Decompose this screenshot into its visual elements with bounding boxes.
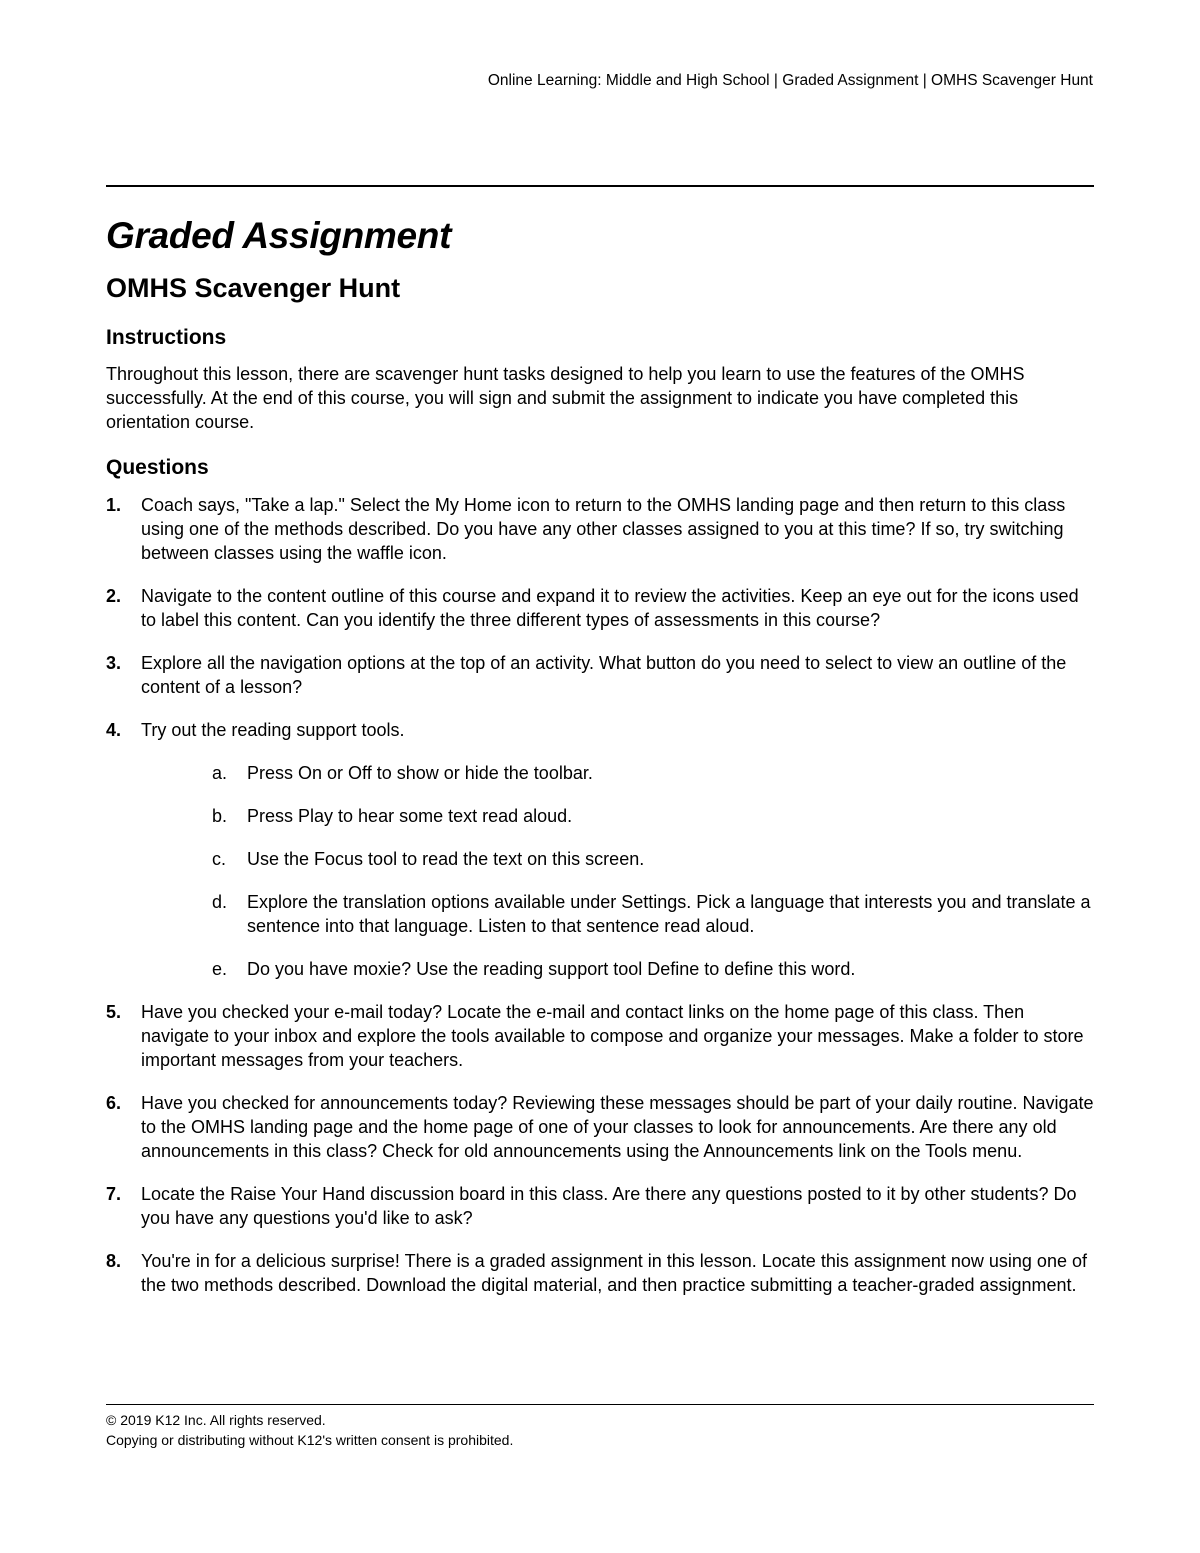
sub-task-letter: c. xyxy=(212,849,227,869)
question-item xyxy=(106,1091,1096,1163)
question-item xyxy=(106,1000,1096,1072)
instructions-paragraph: Throughout this lesson, there are scavenger hunt tasks designed to help you learn to use the features of the OMHS successfully. At the end of this course, you will sign and submit the assignment to indicate you have completed this orientation course. xyxy=(106,364,1025,432)
footer xyxy=(106,1410,513,1450)
sub-task-item xyxy=(212,957,1096,981)
question-body xyxy=(141,1091,1096,1163)
questions-heading: Questions xyxy=(106,456,209,479)
copyright-text: © 2019 K12 Inc. All rights reserved. xyxy=(106,1412,326,1428)
footer-divider xyxy=(106,1404,1094,1405)
question-body xyxy=(141,1000,1096,1072)
question-number: 8. xyxy=(106,1251,122,1271)
question-body xyxy=(141,493,1096,565)
question-number: 4. xyxy=(106,720,122,740)
copy-notice-text: Copying or distributing without K12's written consent is prohibited. xyxy=(106,1432,514,1448)
question-number: 7. xyxy=(106,1184,122,1204)
question-text: Have you checked your e-mail today? Locate the e-mail and contact links on the home page of this class. Then navigate to your inbox and explore the tools available to compose and organize your messages. Make a folder to store important messages from your teachers. xyxy=(141,1002,1084,1070)
sub-task-text: Explore the translation options available under Settings. Pick a language that interests you and translate a sentence into that language. Listen to that sentence read aloud. xyxy=(247,892,1091,936)
question-number: 2. xyxy=(106,586,122,606)
question-number: 5. xyxy=(106,1002,122,1022)
sub-task-text: Do you have moxie? Use the reading support tool Define to define this word. xyxy=(247,959,856,979)
document-subtitle: OMHS Scavenger Hunt xyxy=(106,273,401,303)
sub-task-letter: a. xyxy=(212,763,228,783)
document-body xyxy=(106,212,1096,1316)
sub-task-letter: d. xyxy=(212,892,228,912)
running-header: Online Learning: Middle and High School | Graded Assignment | OMHS Scavenger Hunt xyxy=(487,72,1093,89)
question-text: Navigate to the content outline of this course and expand it to review the activities. Keep an eye out for the icons used to label this content. Can you identify the three different types of assessments in this course? xyxy=(141,586,1079,630)
question-text: Coach says, "Take a lap." Select the My Home icon to return to the OMHS landing page and then return to this class using one of the methods described. Do you have any other classes assigned to you at this time? If so, try switching between classes using the waffle icon. xyxy=(141,495,1066,563)
question-body xyxy=(141,718,1096,981)
questions-list xyxy=(106,493,1096,1297)
instructions-heading: Instructions xyxy=(106,326,227,349)
document-title: Graded Assignment xyxy=(106,215,452,256)
sub-task-item xyxy=(212,890,1096,938)
question-item xyxy=(106,651,1096,699)
question-body xyxy=(141,584,1096,632)
sub-task-letter: b. xyxy=(212,806,228,826)
question-item xyxy=(106,1249,1096,1297)
question-number: 3. xyxy=(106,653,122,673)
question-number: 6. xyxy=(106,1093,122,1113)
sub-task-text: Use the Focus tool to read the text on this screen. xyxy=(247,849,645,869)
question-number: 1. xyxy=(106,495,122,515)
question-item xyxy=(106,1182,1096,1230)
question-item xyxy=(106,718,1096,981)
sub-task-list xyxy=(212,761,1096,981)
question-text: Explore all the navigation options at the top of an activity. What button do you need to select to view an outline of the content of a lesson? xyxy=(141,653,1067,697)
question-text: Locate the Raise Your Hand discussion board in this class. Are there any questions posted to it by other students? Do you have any questions you'd like to ask? xyxy=(141,1184,1077,1228)
sub-task-item xyxy=(212,804,1096,828)
question-text: Have you checked for announcements today? Reviewing these messages should be part of your daily routine. Navigate to the OMHS landing page and the home page of one of your classes to look for announcements. Are there any old announcements in this class? Check for old announcements using the Announcements link on the Tools menu. xyxy=(141,1093,1094,1161)
question-body xyxy=(141,651,1096,699)
sub-task-text: Press On or Off to show or hide the toolbar. xyxy=(247,763,593,783)
sub-task-text: Press Play to hear some text read aloud. xyxy=(247,806,573,826)
question-item xyxy=(106,493,1096,565)
sub-task-item xyxy=(212,847,1096,871)
header-divider xyxy=(106,185,1094,187)
question-text: You're in for a delicious surprise! There is a graded assignment in this lesson. Locate this assignment now using one of the two methods described. Download the digital material, and then practice submitting a teacher-graded assignment. xyxy=(141,1251,1087,1295)
sub-task-letter: e. xyxy=(212,959,228,979)
sub-task-item xyxy=(212,761,1096,785)
question-body xyxy=(141,1249,1096,1297)
question-text: Try out the reading support tools. xyxy=(141,720,405,740)
question-item xyxy=(106,584,1096,632)
question-body xyxy=(141,1182,1096,1230)
